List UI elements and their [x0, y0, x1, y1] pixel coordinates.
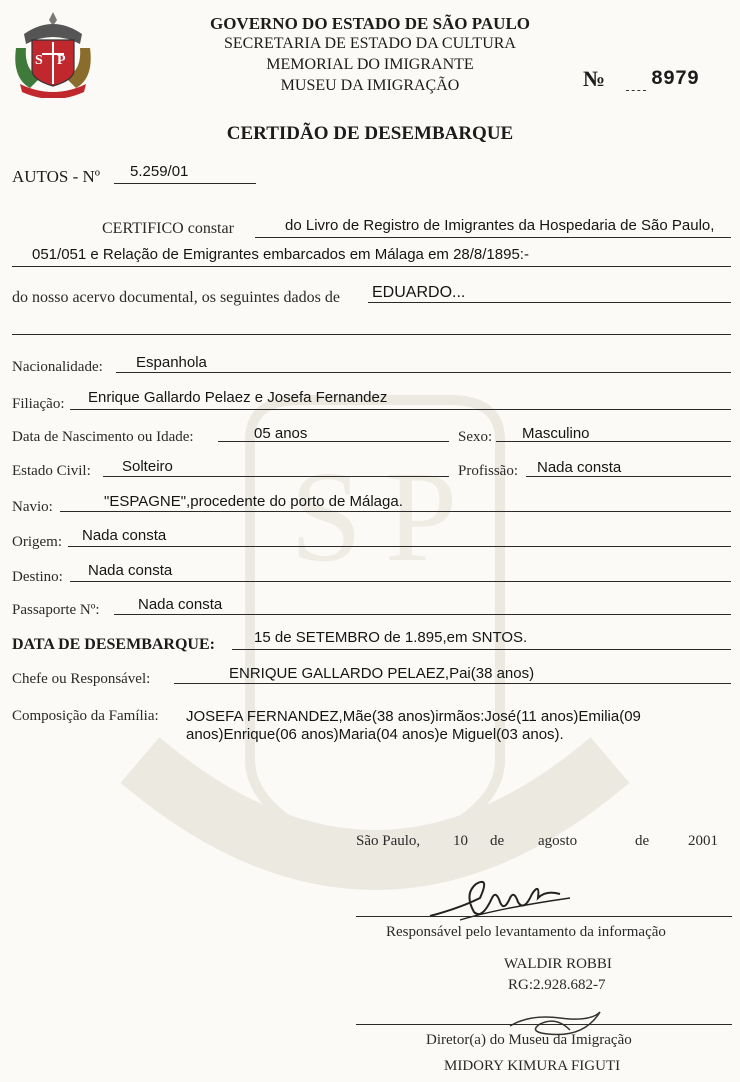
acervo-label: do nosso acervo documental, os seguintes dados de: [12, 289, 340, 306]
familia-line-2: anos)Enrique(06 anos)Maria(04 anos)e Miguel(03 anos).: [186, 726, 564, 743]
date-day: 10: [453, 833, 468, 849]
nascimento-label: Data de Nascimento ou Idade:: [12, 429, 194, 445]
svg-text:P: P: [57, 53, 66, 68]
header-museu: MUSEU DA IMIGRAÇÃO: [280, 77, 460, 94]
date-de-1: de: [490, 833, 505, 849]
filiacao-value: Enrique Gallardo Pelaez e Josefa Fernandez: [88, 389, 388, 406]
svg-text:S: S: [35, 53, 43, 68]
estado-civil-label: Estado Civil:: [12, 463, 91, 479]
estado-civil-underline: [103, 476, 449, 477]
immigrant-name: EDUARDO...: [372, 284, 466, 301]
chefe-label: Chefe ou Responsável:: [12, 671, 151, 687]
navio-value: "ESPAGNE",procedente do porto de Málaga.: [104, 493, 403, 510]
destino-underline: [70, 581, 731, 582]
certificate-number: 8979: [651, 68, 700, 91]
acervo-underline: [368, 302, 731, 303]
navio-underline: [60, 511, 731, 512]
signature-responsavel: [420, 868, 580, 930]
certifico-label: CERTIFICO constar: [102, 220, 234, 237]
date-month: agosto: [538, 833, 578, 849]
desembarque-underline: [232, 649, 731, 650]
nacionalidade-value: Espanhola: [136, 354, 207, 371]
signature-line-diretor: [356, 1024, 732, 1025]
svg-text:P: P: [385, 445, 458, 589]
diretor-name: MIDORY KIMURA FIGUTI: [444, 1058, 621, 1074]
header-secretaria: SECRETARIA DE ESTADO DA CULTURA: [224, 35, 516, 52]
passaporte-label: Passaporte Nº:: [12, 602, 100, 618]
date-de-2: de: [635, 833, 650, 849]
autos-label: AUTOS - Nº: [12, 167, 101, 186]
autos-underline: [114, 183, 256, 184]
chefe-underline: [174, 683, 731, 684]
blank-underline: [12, 334, 731, 335]
nascimento-value: 05 anos: [254, 425, 308, 442]
origem-label: Origem:: [12, 534, 62, 550]
origem-value: Nada consta: [82, 527, 167, 544]
certifico-text-1: do Livro de Registro de Imigrantes da Hospedaria de São Paulo,: [285, 217, 715, 234]
desembarque-value: 15 de SETEMBRO de 1.895,em SNTOS.: [254, 629, 528, 646]
certifico-underline-2: [12, 266, 731, 267]
profissao-value: Nada consta: [537, 459, 622, 476]
profissao-label: Profissão:: [458, 463, 518, 479]
navio-label: Navio:: [12, 499, 53, 515]
desembarque-label: DATA DE DESEMBARQUE:: [12, 636, 215, 653]
responsavel-name: WALDIR ROBBI: [504, 956, 612, 972]
familia-line-1: JOSEFA FERNANDEZ,Mãe(38 anos)irmãos:José(11 anos)Emilia(09: [186, 708, 641, 725]
origem-underline: [68, 546, 731, 547]
familia-label: Composição da Família:: [12, 708, 159, 724]
header-memorial: MEMORIAL DO IMIGRANTE: [266, 56, 474, 73]
filiacao-underline: [70, 409, 731, 410]
nacionalidade-underline: [116, 372, 731, 373]
sexo-label: Sexo:: [458, 429, 493, 445]
sp-coat-of-arms-icon: [10, 8, 96, 98]
date-city: São Paulo,: [356, 833, 421, 849]
certificate-number-underline: [626, 90, 646, 91]
nacionalidade-label: Nacionalidade:: [12, 359, 103, 375]
passaporte-underline: [114, 614, 731, 615]
signature-line-responsavel: [356, 916, 732, 917]
certifico-underline-1: [255, 237, 731, 238]
certifico-text-2: 051/051 e Relação de Emigrantes embarcados em Málaga em 28/8/1895:-: [32, 246, 529, 263]
passaporte-value: Nada consta: [138, 596, 223, 613]
destino-label: Destino:: [12, 569, 63, 585]
svg-text:S: S: [290, 445, 363, 589]
destino-value: Nada consta: [88, 562, 173, 579]
nascimento-underline: [218, 441, 449, 442]
sexo-value: Masculino: [522, 425, 590, 442]
certificate-number-label: №: [583, 66, 606, 91]
document-title: CERTIDÃO DE DESEMBARQUE: [226, 123, 514, 144]
filiacao-label: Filiação:: [12, 396, 65, 412]
header-government: GOVERNO DO ESTADO DE SÃO PAULO: [209, 14, 531, 33]
date-year: 2001: [688, 833, 718, 849]
profissao-underline: [526, 476, 731, 477]
responsavel-rg: RG:2.928.682-7: [508, 977, 606, 993]
chefe-value: ENRIQUE GALLARDO PELAEZ,Pai(38 anos): [229, 665, 535, 682]
diretor-label: Diretor(a) do Museu da Imigração: [426, 1032, 632, 1048]
autos-value: 5.259/01: [130, 163, 189, 180]
estado-civil-value: Solteiro: [122, 458, 173, 475]
responsavel-label: Responsável pelo levantamento da informação: [386, 924, 666, 940]
